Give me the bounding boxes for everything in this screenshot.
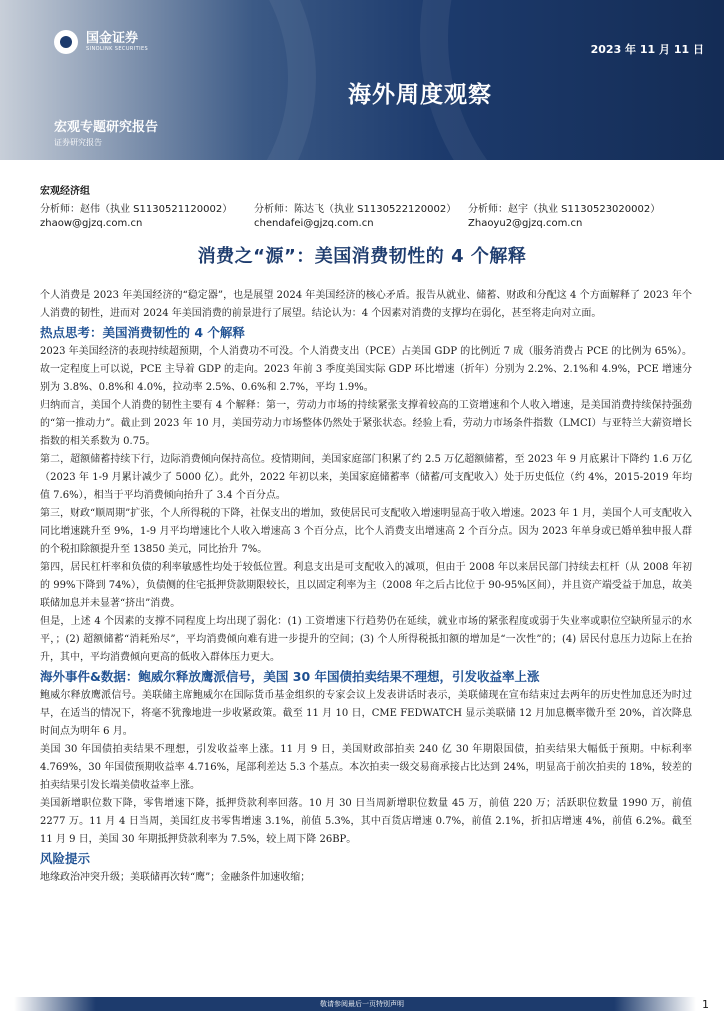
body-paragraph: 地缘政治冲突升级；美联储再次转“鹰”；金融条件加速收缩； [40,872,311,883]
footer-disclaimer: 敬请参阅最后一页特别声明 [320,1000,404,1008]
body-paragraph: 2023 年美国经济的表现持续超预期，个人消费功不可没。个人消费支出（PCE）占美国 GDP 的比例近 7 成（服务消费占 PCE 的比例为 65%）。故一定程度上可以说，PCE 主导着 GDP 的走向。2023 年前 3 季度美国实际 GDP 环比增速（折年）分别为 2.2%、2.1%和 4.9%，PCE 增速分别为 3.8%、0.8%和 4.0%，拉动率 2.5%、0.6%和 2.7%，平均 1.9%。 [40,346,692,393]
page-number: 1 [702,998,709,1011]
body-paragraph: 美国 30 年国债拍卖结果不理想，引发收益率上涨。11 月 9 日，美国财政部拍卖 240 亿 30 年期限国债，拍卖结果大幅低于预期。中标利率 4.769%，30 年国债预期收益率 4.716%，尾部利差达 5.3 个基点。本次拍卖一级交易商承接占比达到 24%，明显高于前次拍卖的 18%，较差的拍卖结果引发长端美债收益率上涨。 [40,744,692,791]
header-title: 海外周度观察 [348,82,492,108]
body-paragraph: 第二，超额储蓄持续下行，边际消费倾向保持高位。疫情期间，美国家庭部门积累了约 2.5 万亿超额储蓄，至 2023 年 9 月底累计下降约 1.6 万亿（2023 年 1-9 月累计减少了 5000 亿）。此外，2022 年初以来，美国家庭储蓄率（储蓄/可支配收入）处于历史低位（约 4%，2015-2019 年均值 7.6%），相当于平均消费倾向抬升了 3.4 个百分点。 [40,454,692,501]
analyst-group: 宏观经济组 [40,186,90,197]
section-heading: 风险提示 [40,851,91,866]
report-date: 2023 年 11 月 11 日 [590,43,704,56]
analyst-emails-row [40,215,690,231]
report-body [40,287,692,887]
main-title: 消费之“源”：美国消费韧性的 4 个解释 [197,246,527,267]
logo-name: 国金证券 [86,30,139,46]
report-header [0,0,724,162]
report-type: 宏观专题研究报告 [54,120,159,135]
body-paragraph: 但是，上述 4 个因素的支撑不同程度上均出现了弱化：(1) 工资增速下行趋势仍在延续，就业市场的紧张程度或弱于失业率或职位空缺所显示的水平，；(2) 超额储蓄“消耗殆尽”，平均消费倾向难有进一步提升的空间；(3) 个人所得税抵扣额的增加是“一次性”的；(4) 居民付息压力边际上在抬升，其中，平均消费倾向更高的低收入群体压力更大。 [40,616,692,663]
body-paragraph: 美国新增职位数下降，零售增速下降，抵押贷款利率回落。10 月 30 日当周新增职位数量 45 万，前值 220 万；活跃职位数量 1990 万，前值 2277 万。11 月 4 日当周，美国红皮书零售增速 3.1%，前值 5.3%，其中百货店增速 0.7%，前值 2.1%，折扣店增速 4%，前值 6.2%。截至 11 月 9 日，美国 30 年期抵押贷款利率为 7.5%，较上周下降 26BP。 [40,798,692,845]
body-paragraph: 归纳而言，美国个人消费的韧性主要有 4 个解释：第一，劳动力市场的持续紧张支撑着较高的工资增速和个人收入增速，是美国消费持续保持强劲的“第一推动力”。截止到 2023 年 10 月，美国劳动力市场整体仍然处于紧张状态。经验上看，劳动力市场条件指数（LMCI）与亚特兰大薪资增长指数的相关系数为 0.75。 [40,400,692,447]
section-heading: 热点思考：美国消费韧性的 4 个解释 [40,325,245,340]
analyst-email[interactable]: Zhaoyu2@gjzq.com.cn [468,217,583,229]
analyst-list [40,199,690,231]
analyst-line: 分析师：陈达飞（执业 S1130522120002） [254,203,457,215]
decor-arc [0,0,316,162]
logo-sub: SINOLINK SECURITIES [86,45,149,52]
body-paragraph: 第四，居民杠杆率和负债的利率敏感性均处于较低位置。利息支出是可支配收入的减项，但由于 2008 年以来居民部门持续去杠杆（从 2008 年初的 99%下降到 74%），负债侧的住宅抵押贷款期限较长，且以固定利率为主（2008 年之后占比位于 90-95%区间），并且资产端受益于加息，故美联储加息并未显著“挤出”消费。 [40,562,692,609]
intro-paragraph: 个人消费是 2023 年美国经济的“稳定器”，也是展望 2024 年美国经济的核心矛盾。报告从就业、储蓄、财政和分配这 4 个方面解释了 2023 年个人消费的韧性，进而对 2024 年美国消费的前景进行了展望。结论认为：4 个因素对消费的支撑均在弱化，甚至将走向对立面。 [40,290,692,319]
report-subtype: 证券研究报告 [54,138,102,147]
analyst-email[interactable]: chendafei@gjzq.com.cn [254,217,374,229]
analyst-line: 分析师：赵宇（执业 S1130523020002） [468,203,661,215]
section-heading: 海外事件&数据：鲍威尔释放鹰派信号，美国 30 年国债拍卖结果不理想，引发收益率上涨 [40,669,540,684]
analyst-email[interactable]: zhaow@gjzq.com.cn [40,217,143,229]
body-paragraph: 鲍威尔释放鹰派信号。美联储主席鲍威尔在国际货币基金组织的专家会议上发表讲话时表示，美联储现在宣布结束过去两年的历史性加息还为时过早，在适当的情况下，将毫不犹豫地进一步收紧政策。截至 11 月 10 日，CME FEDWATCH 显示美联储 12 月加息概率微升至 20%，首次降息时间点为明年 6 月。 [40,690,692,737]
body-paragraph: 第三，财政“顺周期”扩张，个人所得税的下降，社保支出的增加，致使居民可支配收入增速明显高于收入增速。2023 年 1 月，美国个人可支配收入同比增速跳升至 9%，1-9 月平均增速比个人收入增速高 3 个百分点，比个人消费支出增速高 2 个百分点。因为 2023 年单身或已婚单独申报人群的个税扣除额提升至 13850 美元，同比抬升 7%。 [40,508,692,555]
logo-mark-icon [54,30,78,54]
analyst-names-row [40,199,690,215]
analyst-line: 分析师：赵伟（执业 S1130521120002） [40,203,233,215]
company-logo [54,30,148,54]
